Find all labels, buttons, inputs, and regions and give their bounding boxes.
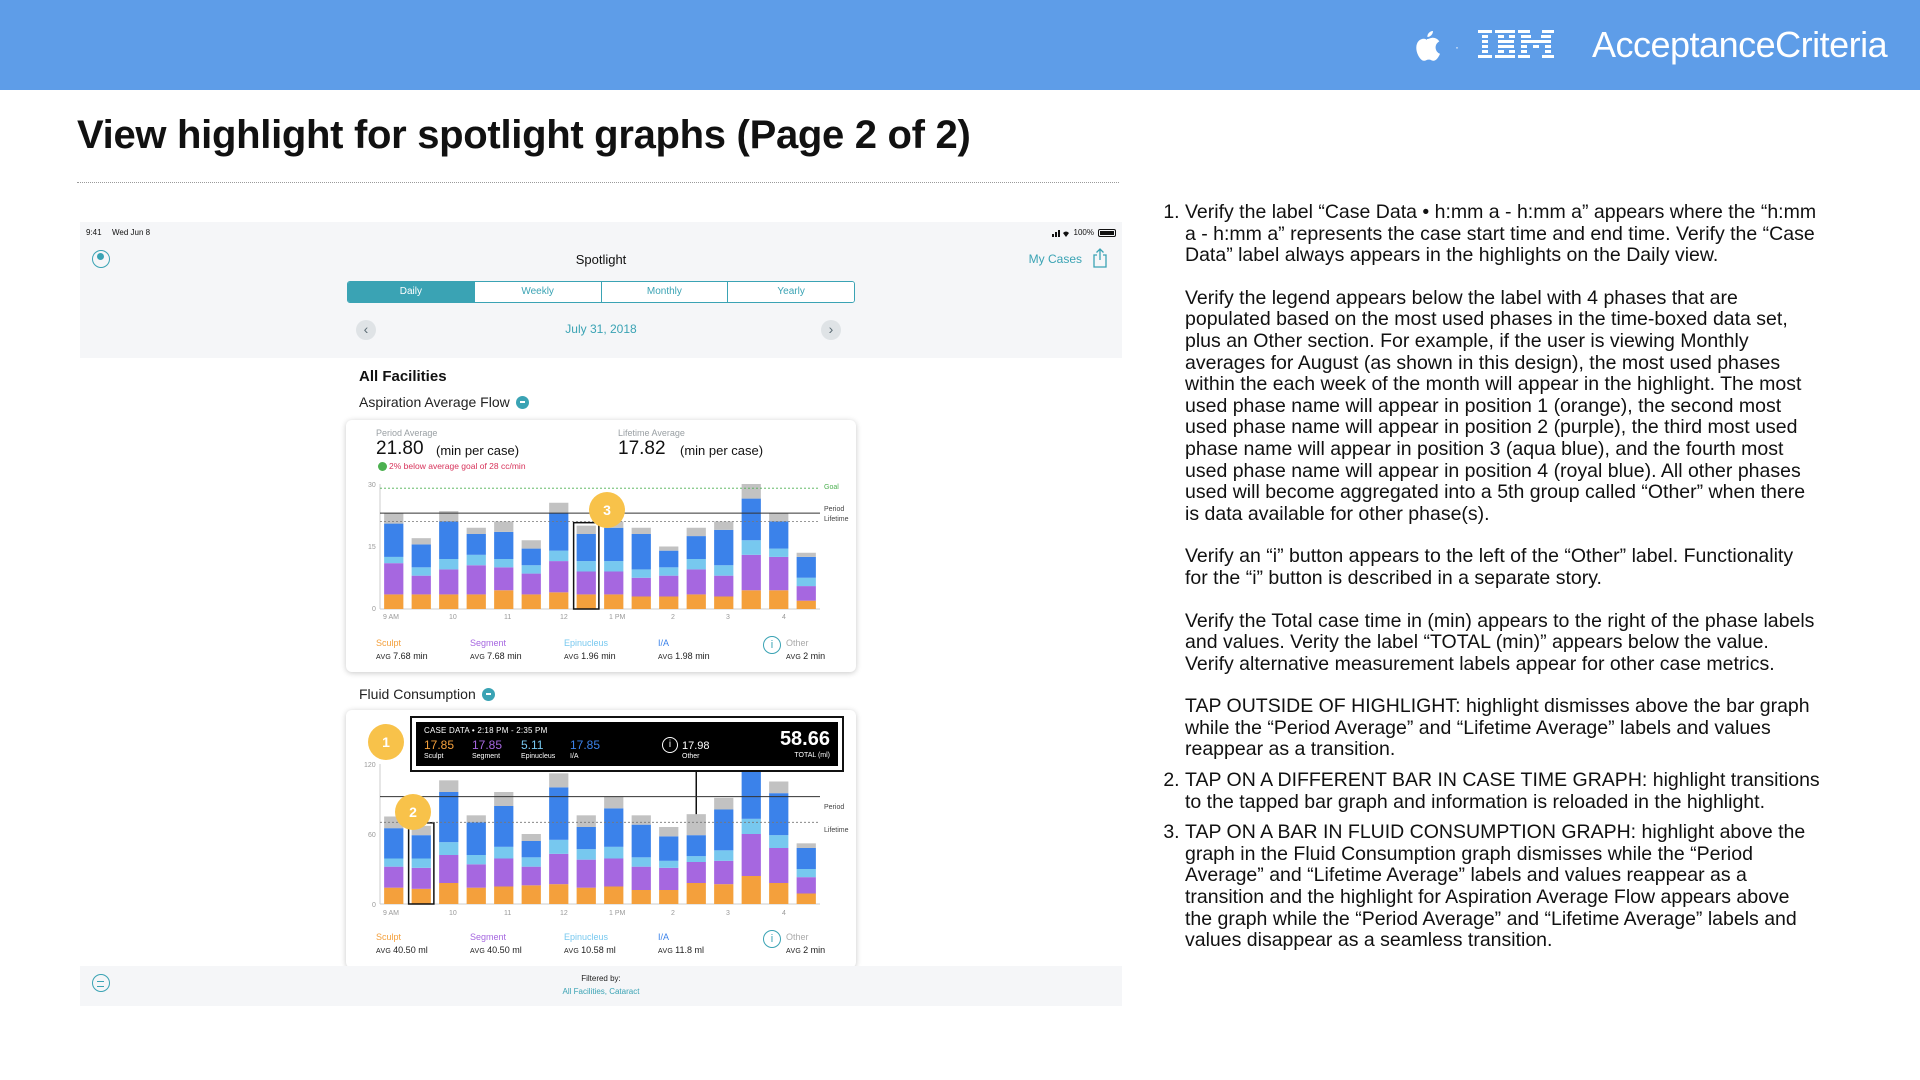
filtered-by-label: Filtered by: bbox=[581, 974, 621, 983]
page-title: View highlight for spotlight graphs (Page 2 of 2) bbox=[77, 113, 971, 157]
bar-segment[interactable] bbox=[384, 888, 403, 904]
highlight-total-label: TOTAL (ml) bbox=[794, 752, 830, 759]
bar-segment[interactable] bbox=[687, 814, 706, 835]
bar-segment[interactable] bbox=[632, 534, 651, 569]
legend-segment: Segment bbox=[470, 638, 507, 648]
y-tick: 30 bbox=[368, 482, 376, 489]
bar-segment[interactable] bbox=[714, 884, 733, 904]
lifetime-line-label: Lifetime bbox=[824, 827, 849, 834]
bar-segment[interactable] bbox=[577, 827, 596, 849]
callout-badge-2: 2 bbox=[395, 794, 431, 830]
criteria-paragraph: 1. Verify the label “Case Data • h:mm a - h:mm a” appears where the “h:mm a - h:mm a” represents the case start time and end time. Verify the “Case Data” label always appears in the highlights on the Daily view. bbox=[1185, 201, 1817, 267]
bar-segment[interactable] bbox=[632, 857, 651, 866]
y-tick: 0 bbox=[372, 606, 376, 613]
highlight-sculpt-label: Sculpt bbox=[424, 753, 444, 760]
bar-segment[interactable] bbox=[687, 883, 706, 904]
criteria-paragraph: Verify the legend appears below the label with 4 phases that are populated based on the most used phases in the time-boxed data set, plus an Other section. For example, if the user is viewing Monthly averages for August (as shown in this design), the most used phases within the each week of the month will appear in the highlight. The most used phase name will appear in position 1 (orange), the second most used phase name will appear in position 2 (purple), the third most used phase name will appear in position 3 (aqua blue), and the fourth most used phase name will appear in position 4 (royal blue). All other phases used will become aggregated into a 5th group called “Other” when there is data available for other phase(s). bbox=[1185, 286, 1806, 525]
apple-logo-icon bbox=[1410, 27, 1444, 63]
period-tabs bbox=[347, 281, 855, 303]
x-tick: 10 bbox=[449, 910, 457, 917]
legend-ia: I/A bbox=[658, 638, 670, 648]
legend-sculpt: Sculpt bbox=[376, 932, 402, 942]
period-line-label: Period bbox=[824, 506, 845, 513]
x-tick: 12 bbox=[560, 910, 568, 917]
period-line-label: Period bbox=[824, 804, 845, 811]
bar-segment[interactable] bbox=[659, 827, 678, 836]
bar-segment[interactable] bbox=[439, 559, 458, 569]
bar-segment[interactable] bbox=[769, 793, 788, 835]
aspiration-title: Aspiration Average Flow bbox=[359, 394, 510, 410]
ipad-screen bbox=[80, 222, 1122, 1006]
bar-segment[interactable] bbox=[714, 861, 733, 884]
bar-segment[interactable] bbox=[467, 594, 486, 609]
bar-segment[interactable] bbox=[384, 524, 403, 557]
x-tick: 11 bbox=[504, 614, 512, 621]
bar-segment[interactable] bbox=[467, 534, 486, 555]
legend-segment: Segment bbox=[470, 932, 507, 942]
bar-segment[interactable] bbox=[412, 544, 431, 567]
highlight-other-value: 17.98 bbox=[682, 740, 710, 752]
bar-segment[interactable] bbox=[412, 576, 431, 595]
criteria-list bbox=[1160, 202, 1820, 952]
bar-segment[interactable] bbox=[494, 567, 513, 590]
x-tick: 9 AM bbox=[383, 614, 399, 621]
bar-segment[interactable] bbox=[797, 586, 816, 601]
bar-segment[interactable] bbox=[714, 850, 733, 861]
x-tick: 10 bbox=[449, 614, 457, 621]
bar-segment[interactable] bbox=[714, 798, 733, 810]
bar-segment[interactable] bbox=[769, 848, 788, 883]
bar-segment[interactable] bbox=[687, 835, 706, 856]
share-icon[interactable] bbox=[1092, 248, 1108, 268]
bar-segment[interactable] bbox=[714, 530, 733, 565]
goal-note: 2% below average goal of 28 cc/min bbox=[389, 461, 526, 471]
bar-segment[interactable] bbox=[522, 867, 541, 886]
legend-ia: I/A bbox=[658, 932, 670, 942]
highlight-ia-value: 17.85 bbox=[570, 738, 601, 752]
x-tick: 1 PM bbox=[609, 910, 626, 917]
criteria-paragraph: Verify an “i” button appears to the left of the “Other” label. Functionality for the “i” button is described in a separate story. bbox=[1185, 545, 1794, 589]
bar-segment[interactable] bbox=[659, 868, 678, 890]
ibm-logo bbox=[1478, 28, 1554, 62]
bar-segment[interactable] bbox=[687, 559, 706, 569]
y-tick: 120 bbox=[364, 762, 376, 769]
legend-epinucleus-value: AVG 10.58 ml bbox=[564, 945, 616, 955]
legend-segment-value: AVG 7.68 min bbox=[470, 651, 522, 661]
bar-segment[interactable] bbox=[412, 835, 431, 858]
bar-segment[interactable] bbox=[467, 855, 486, 864]
bar-segment[interactable] bbox=[604, 572, 623, 595]
bar-segment[interactable] bbox=[714, 576, 733, 597]
bar-segment[interactable] bbox=[384, 557, 403, 563]
ipad-header bbox=[80, 222, 1122, 358]
bar-segment[interactable] bbox=[797, 843, 816, 848]
legend-other: Other bbox=[786, 638, 809, 648]
bar-segment[interactable] bbox=[769, 883, 788, 904]
bar-segment[interactable] bbox=[412, 567, 431, 575]
bar-segment[interactable] bbox=[439, 780, 458, 792]
aspiration-section-title bbox=[359, 394, 529, 410]
bar-segment[interactable] bbox=[412, 538, 431, 544]
next-date-button[interactable]: › bbox=[821, 320, 841, 340]
previous-date-button[interactable]: ‹ bbox=[356, 320, 376, 340]
bar-segment[interactable] bbox=[769, 549, 788, 557]
status-time: 9:41 bbox=[86, 228, 102, 237]
bar-segment[interactable] bbox=[467, 528, 486, 534]
criteria-item-1 bbox=[1185, 202, 1820, 761]
bar-segment[interactable] bbox=[549, 503, 568, 513]
bar-segment[interactable] bbox=[412, 868, 431, 889]
legend-ia-value: AVG 11.8 ml bbox=[658, 945, 705, 955]
bar-segment[interactable] bbox=[742, 555, 761, 590]
aspiration-chart bbox=[346, 420, 856, 672]
my-cases-link[interactable]: My Cases bbox=[1028, 252, 1082, 266]
bar-segment[interactable] bbox=[687, 536, 706, 559]
bar-segment[interactable] bbox=[467, 888, 486, 904]
fluid-title: Fluid Consumption bbox=[359, 686, 476, 702]
signal-wifi-icon bbox=[1052, 229, 1070, 237]
bar-segment[interactable] bbox=[632, 528, 651, 534]
criteria-paragraph: TAP OUTSIDE OF HIGHLIGHT: highlight dismisses above the bar graph while the “Period Average” and “Lifetime Average” labels and values reappear as a transition. bbox=[1185, 695, 1810, 761]
bar-segment[interactable] bbox=[522, 841, 541, 857]
collapse-icon[interactable] bbox=[516, 396, 529, 409]
bar-segment[interactable] bbox=[439, 594, 458, 609]
goal-line-label: Goal bbox=[824, 484, 839, 491]
bar-segment[interactable] bbox=[549, 884, 568, 904]
x-tick: 4 bbox=[782, 910, 786, 917]
bar-segment[interactable] bbox=[439, 855, 458, 883]
highlight-header: CASE DATA • 2:18 PM - 2:35 PM bbox=[424, 726, 548, 735]
bar-segment[interactable] bbox=[632, 578, 651, 597]
bar-segment[interactable] bbox=[659, 890, 678, 904]
bar-segment[interactable] bbox=[742, 484, 761, 499]
bar-segment[interactable] bbox=[742, 499, 761, 541]
bar-segment[interactable] bbox=[742, 590, 761, 609]
y-tick: 60 bbox=[368, 832, 376, 839]
x-tick: 11 bbox=[504, 910, 512, 917]
bar-segment[interactable] bbox=[714, 565, 733, 575]
bar-segment[interactable] bbox=[714, 522, 733, 530]
legend-epinucleus: Epinucleus bbox=[564, 932, 609, 942]
lifetime-average-label: Lifetime Average bbox=[618, 428, 685, 438]
criteria-item-3 bbox=[1185, 822, 1820, 952]
bar-segment[interactable] bbox=[577, 572, 596, 595]
bar-segment[interactable] bbox=[494, 522, 513, 532]
bar-segment[interactable] bbox=[632, 815, 651, 824]
status-date: Wed Jun 8 bbox=[112, 228, 151, 237]
highlight-panel bbox=[416, 722, 838, 766]
bar-segment[interactable] bbox=[577, 860, 596, 888]
lifetime-average-unit: (min per case) bbox=[680, 443, 764, 458]
bar-segment[interactable] bbox=[659, 576, 678, 597]
bar-segment[interactable] bbox=[797, 578, 816, 586]
fluid-card bbox=[346, 710, 856, 968]
legend-other: Other bbox=[786, 932, 809, 942]
bar-segment[interactable] bbox=[494, 792, 513, 806]
highlight-sculpt-value: 17.85 bbox=[424, 738, 455, 752]
bar-segment[interactable] bbox=[769, 513, 788, 521]
bar-segment[interactable] bbox=[577, 888, 596, 904]
bar-segment[interactable] bbox=[797, 877, 816, 893]
bar-segment[interactable] bbox=[659, 547, 678, 551]
bar-segment[interactable] bbox=[439, 511, 458, 521]
bar-segment[interactable] bbox=[687, 862, 706, 883]
bar-segment[interactable] bbox=[467, 822, 486, 855]
bar-segment[interactable] bbox=[577, 849, 596, 860]
highlight-total-value: 58.66 bbox=[779, 728, 830, 750]
bar-segment[interactable] bbox=[632, 890, 651, 904]
bar-segment[interactable] bbox=[549, 592, 568, 609]
legend-segment-value: AVG 40.50 ml bbox=[470, 945, 522, 955]
bar-segment[interactable] bbox=[522, 549, 541, 566]
bar-segment[interactable] bbox=[632, 569, 651, 577]
date-label: July 31, 2018 bbox=[565, 322, 637, 336]
bar-segment[interactable] bbox=[604, 808, 623, 847]
highlight-info-icon[interactable]: i bbox=[662, 737, 678, 753]
bar-segment[interactable] bbox=[522, 834, 541, 841]
bar-segment[interactable] bbox=[659, 567, 678, 575]
bar-segment[interactable] bbox=[577, 561, 596, 571]
bar-segment[interactable] bbox=[522, 857, 541, 866]
y-tick: 0 bbox=[372, 902, 376, 909]
bar-segment[interactable] bbox=[604, 561, 623, 571]
fluid-section-title bbox=[359, 686, 495, 702]
legend-other-value: AVG 2 min bbox=[786, 651, 826, 661]
legend-other-value: AVG 2 min bbox=[786, 945, 826, 955]
bar-segment[interactable] bbox=[797, 601, 816, 609]
bar-segment[interactable] bbox=[494, 806, 513, 847]
bar-segment[interactable] bbox=[467, 555, 486, 565]
highlight-epinucleus-label: Epinucleus bbox=[521, 753, 556, 760]
bar-segment[interactable] bbox=[384, 859, 403, 867]
bar-segment[interactable] bbox=[384, 594, 403, 609]
bar-segment[interactable] bbox=[797, 848, 816, 869]
tab-monthly[interactable]: Monthly bbox=[602, 282, 729, 302]
callout-badge-1: 1 bbox=[368, 724, 404, 760]
x-tick: 3 bbox=[726, 910, 730, 917]
bar-segment[interactable] bbox=[577, 594, 596, 609]
criteria-paragraph: 2. TAP ON A DIFFERENT BAR IN CASE TIME GRAPH: highlight transitions to the tapped bar graph and information is reloaded in the highlight. bbox=[1185, 769, 1820, 813]
bar-segment[interactable] bbox=[412, 859, 431, 868]
bar-segment[interactable] bbox=[522, 540, 541, 548]
bar-segment[interactable] bbox=[632, 597, 651, 610]
bar-segment[interactable] bbox=[604, 797, 623, 809]
bar-segment[interactable] bbox=[384, 563, 403, 594]
criteria-item-2 bbox=[1185, 770, 1820, 813]
bar-segment[interactable] bbox=[604, 847, 623, 859]
bar-segment[interactable] bbox=[439, 522, 458, 560]
bar-segment[interactable] bbox=[742, 540, 761, 555]
criteria-paragraph: Verify the Total case time in (min) appears to the right of the phase labels and values. Verity the label “TOTAL (min)” appears below the value. Verify alternative measurement labels appear for other case metrics. bbox=[1185, 609, 1815, 675]
legend-ia-value: AVG 1.98 min bbox=[658, 651, 710, 661]
bar-segment[interactable] bbox=[687, 594, 706, 609]
tab-weekly[interactable]: Weekly bbox=[475, 282, 602, 302]
header-bar bbox=[0, 0, 1920, 90]
bar-segment[interactable] bbox=[494, 859, 513, 887]
bar-segment[interactable] bbox=[687, 856, 706, 862]
bar-segment[interactable] bbox=[494, 532, 513, 559]
legend-epinucleus: Epinucleus bbox=[564, 638, 609, 648]
acceptance-criteria bbox=[1160, 202, 1820, 961]
title-divider bbox=[77, 182, 1119, 183]
bar-segment[interactable] bbox=[439, 569, 458, 594]
highlight-segment-label: Segment bbox=[472, 753, 501, 760]
aspiration-card bbox=[346, 420, 856, 672]
x-tick: 3 bbox=[726, 614, 730, 621]
battery-percent: 100% bbox=[1073, 228, 1094, 237]
bar-segment[interactable] bbox=[604, 887, 623, 905]
legend-sculpt-value: AVG 7.68 min bbox=[376, 651, 428, 661]
legend-sculpt: Sculpt bbox=[376, 638, 402, 648]
x-tick: 12 bbox=[560, 614, 568, 621]
bar-segment[interactable] bbox=[797, 557, 816, 578]
tab-yearly[interactable]: Yearly bbox=[728, 282, 854, 302]
bar-segment[interactable] bbox=[549, 840, 568, 854]
bar-segment[interactable] bbox=[604, 859, 623, 887]
x-tick: 9 AM bbox=[383, 910, 399, 917]
lifetime-average-value: 17.82 bbox=[618, 438, 666, 459]
bar-segment[interactable] bbox=[659, 861, 678, 868]
highlight-tooltip[interactable] bbox=[410, 716, 844, 772]
bar-segment[interactable] bbox=[494, 559, 513, 567]
other-info-button[interactable]: i bbox=[763, 636, 781, 654]
bar-segment[interactable] bbox=[577, 526, 596, 534]
bar-segment[interactable] bbox=[687, 569, 706, 594]
criteria-paragraph: 3. TAP ON A BAR IN FLUID CONSUMPTION GRAPH: highlight above the graph in the Fluid Consumption graph dismisses while the “Period Average” and “Lifetime Average” labels and values reappear as a transition and the highlight for Aspiration Average Flow appears above the graph while the “Period Average” and “Lifetime Average” labels and values disappear as a seamless transition. bbox=[1185, 821, 1806, 952]
lifetime-line-label: Lifetime bbox=[824, 516, 849, 523]
bar-segment[interactable] bbox=[604, 528, 623, 561]
bar-segment[interactable] bbox=[797, 894, 816, 905]
bar-segment[interactable] bbox=[384, 513, 403, 523]
bar-segment[interactable] bbox=[797, 553, 816, 557]
bar-segment[interactable] bbox=[769, 835, 788, 848]
bar-segment[interactable] bbox=[467, 815, 486, 822]
status-indicators bbox=[1052, 228, 1116, 237]
bar-segment[interactable] bbox=[742, 834, 761, 876]
x-tick: 4 bbox=[782, 614, 786, 621]
brand-separator: · bbox=[1455, 40, 1459, 54]
bar-segment[interactable] bbox=[439, 792, 458, 842]
y-tick: 15 bbox=[368, 544, 376, 551]
other-info-button[interactable]: i bbox=[763, 930, 781, 948]
battery-icon bbox=[1098, 229, 1116, 237]
bar-segment[interactable] bbox=[769, 590, 788, 609]
bar-segment[interactable] bbox=[769, 557, 788, 590]
bar-segment[interactable] bbox=[687, 528, 706, 536]
bar-segment[interactable] bbox=[659, 836, 678, 861]
facilities-heading: All Facilities bbox=[359, 368, 447, 385]
tab-daily[interactable]: Daily bbox=[348, 282, 475, 302]
x-tick: 2 bbox=[671, 614, 675, 621]
bar-segment[interactable] bbox=[769, 782, 788, 794]
bar-segment[interactable] bbox=[522, 574, 541, 595]
bar-segment[interactable] bbox=[549, 551, 568, 561]
bar-segment[interactable] bbox=[412, 889, 431, 904]
bar-segment[interactable] bbox=[439, 842, 458, 855]
app-title: Spotlight bbox=[575, 252, 627, 267]
bar-segment[interactable] bbox=[714, 810, 733, 851]
ipad-footer bbox=[80, 966, 1122, 1006]
bar-segment[interactable] bbox=[494, 887, 513, 905]
bar-segment[interactable] bbox=[577, 534, 596, 561]
bar-segment[interactable] bbox=[604, 594, 623, 609]
bar-segment[interactable] bbox=[384, 867, 403, 888]
x-tick: 1 PM bbox=[609, 614, 626, 621]
bar-segment[interactable] bbox=[632, 825, 651, 858]
bar-segment[interactable] bbox=[742, 819, 761, 834]
bar-segment[interactable] bbox=[549, 773, 568, 787]
highlight-segment-value: 17.85 bbox=[472, 738, 503, 752]
brand-name: AcceptanceCriteria bbox=[1592, 24, 1888, 65]
bar-segment[interactable] bbox=[439, 883, 458, 904]
bar-segment[interactable] bbox=[412, 594, 431, 609]
collapse-icon[interactable] bbox=[482, 688, 495, 701]
bar-segment[interactable] bbox=[549, 787, 568, 840]
highlight-epinucleus-value: 5.11 bbox=[521, 738, 544, 752]
bar-segment[interactable] bbox=[384, 828, 403, 858]
bar-segment[interactable] bbox=[467, 864, 486, 887]
bar-segment[interactable] bbox=[659, 597, 678, 610]
highlight-other-label: Other bbox=[682, 753, 700, 760]
legend-epinucleus-value: AVG 1.96 min bbox=[564, 651, 616, 661]
bar-segment[interactable] bbox=[714, 597, 733, 610]
bar-segment[interactable] bbox=[549, 513, 568, 550]
bar-segment[interactable] bbox=[522, 885, 541, 904]
bar-segment[interactable] bbox=[659, 551, 678, 568]
bar-segment[interactable] bbox=[577, 815, 596, 827]
x-tick: 2 bbox=[671, 910, 675, 917]
bar-segment[interactable] bbox=[797, 869, 816, 877]
bar-segment[interactable] bbox=[742, 876, 761, 904]
bar-segment[interactable] bbox=[769, 522, 788, 549]
bar-segment[interactable] bbox=[632, 867, 651, 890]
bar-segment[interactable] bbox=[522, 565, 541, 573]
period-average-unit: (min per case) bbox=[436, 443, 520, 458]
period-average-label: Period Average bbox=[376, 428, 438, 438]
highlight-ia-label: I/A bbox=[570, 753, 579, 760]
legend-sculpt-value: AVG 40.50 ml bbox=[376, 945, 428, 955]
filter-value-link[interactable]: All Facilities, Cataract bbox=[562, 987, 640, 996]
callout-badge-3: 3 bbox=[589, 492, 625, 528]
bar-segment[interactable] bbox=[522, 594, 541, 609]
bar-segment[interactable] bbox=[494, 847, 513, 859]
bar-segment[interactable] bbox=[549, 561, 568, 592]
period-average-value: 21.80 bbox=[376, 438, 424, 459]
bar-segment[interactable] bbox=[549, 854, 568, 884]
bar-segment[interactable] bbox=[494, 590, 513, 609]
bar-segment[interactable] bbox=[467, 565, 486, 594]
